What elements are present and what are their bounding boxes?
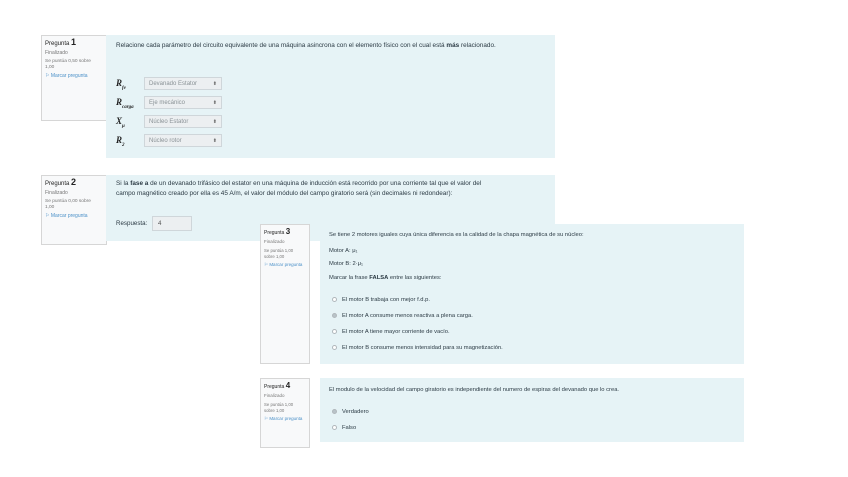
match-label: $R_2$ bbox=[116, 135, 125, 148]
radio-button[interactable] bbox=[332, 345, 337, 350]
question-2-state: Finalizado bbox=[45, 190, 68, 196]
question-2-info bbox=[41, 175, 107, 245]
match-select[interactable]: Núcleo Estator ⬍ bbox=[144, 115, 222, 128]
question-3-state: Finalizado bbox=[264, 239, 285, 244]
question-1-content bbox=[106, 35, 555, 158]
question-3-flag-link[interactable]: ⚐ Marcar pregunta bbox=[264, 262, 303, 267]
question-2-title: Pregunta 2 bbox=[45, 177, 77, 187]
radio-button[interactable] bbox=[332, 425, 337, 430]
question-4-grade: Se puntúa 1,00 sobre 1,00 bbox=[264, 402, 294, 413]
question-4-title: Pregunta 4 bbox=[264, 381, 291, 390]
question-1-text: Relacione cada parámetro del circuito equivalente de una máquina asincrona con el elemento físico con el cual está más relacionado. bbox=[116, 42, 496, 49]
answer-option[interactable]: El motor B trabaja con mejor f.d.p. bbox=[332, 296, 430, 304]
question-2-flag-link[interactable]: ⚐ Marcar pregunta bbox=[45, 213, 88, 219]
question-4-text: El modulo de la velocidad del campo giratorio es independiente del numero de espiras del devanado que lo crea. bbox=[329, 387, 620, 393]
answer-input[interactable]: 4 bbox=[152, 216, 192, 231]
question-1-flag-link[interactable]: ⚐ Marcar pregunta bbox=[45, 73, 88, 79]
question-1-info bbox=[41, 35, 107, 121]
match-label: $R_{fe}$ bbox=[116, 78, 126, 91]
flag-icon: ⚐ bbox=[45, 213, 50, 219]
question-4-flag-link[interactable]: ⚐ Marcar pregunta bbox=[264, 416, 303, 421]
radio-button[interactable] bbox=[332, 297, 337, 302]
flag-icon: ⚐ bbox=[264, 262, 269, 267]
question-4-content bbox=[320, 378, 744, 442]
question-4-state: Finalizado bbox=[264, 393, 285, 398]
question-1-title: Pregunta 1 bbox=[45, 37, 77, 47]
radio-button[interactable] bbox=[332, 329, 337, 334]
question-2-text: Si la fase a de un devanado trifásico del estator en una máquina de inducción está recorrido por una corriente tal que el valor del campo magnético creado por ella es 45 A/m, el valor del módulo del campo giratorio será (sin decimales ni redondear): bbox=[116, 180, 482, 197]
question-1-grade: Se puntúa 0,50 sobre 1,00 bbox=[45, 59, 91, 70]
question-3-instruction: Marcar la frase FALSA entre las siguientes: bbox=[329, 275, 442, 281]
answer-option[interactable]: Falso bbox=[332, 424, 356, 432]
match-select[interactable]: Núcleo rotor ⬍ bbox=[144, 134, 222, 147]
motor-a-text: Motor A: μ₁ bbox=[329, 248, 358, 254]
answer-label: Respuesta: bbox=[116, 220, 148, 227]
radio-button-selected[interactable] bbox=[332, 409, 337, 414]
flag-icon: ⚐ bbox=[45, 73, 50, 79]
match-select[interactable]: Eje mecánico ⬍ bbox=[144, 96, 222, 109]
question-3-title: Pregunta 3 bbox=[264, 227, 291, 236]
motor-b-text: Motor B: 2·μ₁ bbox=[329, 261, 363, 267]
chevron-updown-icon: ⬍ bbox=[212, 100, 217, 106]
question-2-grade: Se puntúa 0,00 sobre 1,00 bbox=[45, 199, 91, 210]
question-1-state: Finalizado bbox=[45, 50, 68, 56]
flag-icon: ⚐ bbox=[264, 416, 269, 421]
chevron-updown-icon: ⬍ bbox=[212, 119, 217, 125]
question-3-grade: Se puntúa 1,00 sobre 1,00 bbox=[264, 248, 294, 259]
chevron-updown-icon: ⬍ bbox=[212, 81, 217, 87]
answer-option[interactable]: Verdadero bbox=[332, 408, 369, 416]
match-label: $X_\mu$ bbox=[116, 116, 125, 129]
question-3-intro: Se tiene 2 motores iguales cuya única diferencia es la calidad de la chapa magnética de su núcleo: bbox=[329, 232, 584, 238]
answer-option[interactable]: El motor A consume menos reactiva a plena carga. bbox=[332, 312, 473, 320]
question-3-content bbox=[320, 224, 744, 364]
question-4-info bbox=[260, 378, 310, 448]
question-3-info bbox=[260, 224, 310, 364]
chevron-updown-icon: ⬍ bbox=[212, 138, 217, 144]
match-select[interactable]: Devanado Estator ⬍ bbox=[144, 77, 222, 90]
answer-option[interactable]: El motor B consume menos intensidad para su magnetización. bbox=[332, 344, 503, 352]
radio-button-selected[interactable] bbox=[332, 313, 337, 318]
match-label: $R_{carga}$ bbox=[116, 97, 134, 110]
answer-option[interactable]: El motor A tiene mayor corriente de vacío. bbox=[332, 328, 450, 336]
